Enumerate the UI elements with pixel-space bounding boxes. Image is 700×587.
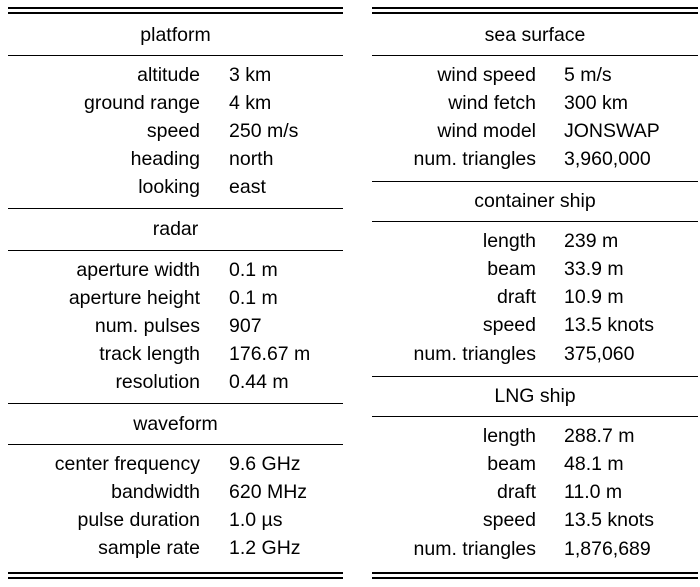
row-label: speed [482, 509, 536, 531]
row-value: 11.0 m [564, 481, 623, 503]
row-value: 3,960,000 [564, 148, 651, 170]
table-row [372, 535, 698, 563]
header-rule [372, 221, 698, 222]
header-rule [372, 416, 698, 417]
row-value: 375,060 [564, 343, 635, 365]
row-value: 48.1 m [564, 453, 624, 475]
row-value: 176.67 m [229, 343, 311, 365]
section-rule [8, 208, 343, 209]
row-label: sample rate [98, 537, 200, 559]
row-label: aperture width [76, 259, 200, 281]
table-row [372, 311, 698, 339]
row-value: 4 km [229, 92, 272, 114]
row-label: beam [487, 453, 536, 475]
row-value: 0.1 m [229, 259, 278, 281]
table-row [8, 312, 343, 340]
table-row [8, 340, 343, 368]
row-value: 13.5 knots [564, 314, 654, 336]
top-rule [372, 7, 698, 9]
section-rule [372, 181, 698, 182]
row-label: speed [146, 120, 200, 142]
table-row [8, 173, 343, 201]
row-label: speed [482, 314, 536, 336]
row-value: 10.9 m [564, 286, 624, 308]
row-value: 9.6 GHz [229, 453, 301, 475]
header-rule [372, 55, 698, 56]
table-row [8, 368, 343, 396]
row-value: 1,876,689 [564, 538, 651, 560]
row-value: 300 km [564, 92, 628, 114]
table-row [372, 283, 698, 311]
table-row [372, 450, 698, 478]
row-value: JONSWAP [564, 120, 660, 142]
row-label: bandwidth [111, 481, 200, 503]
table-row [8, 61, 343, 89]
row-value: 5 m/s [564, 64, 612, 86]
row-label: wind model [437, 120, 536, 142]
row-label: looking [138, 176, 200, 198]
row-value: 33.9 m [564, 258, 624, 280]
row-label: center frequency [54, 453, 200, 475]
row-value: 3 km [229, 64, 272, 86]
table-row [8, 478, 343, 506]
row-value: 288.7 m [564, 425, 635, 447]
row-value: 907 [229, 315, 262, 337]
row-label: aperture height [68, 287, 200, 309]
top-rule [8, 7, 343, 9]
header-rule [8, 444, 343, 445]
table-row [372, 117, 698, 145]
table-row [372, 227, 698, 255]
table-row [8, 89, 343, 117]
table-row [8, 117, 343, 145]
row-label: wind fetch [448, 92, 536, 114]
row-label: resolution [115, 371, 200, 393]
row-value: east [229, 176, 266, 198]
table-row [8, 506, 343, 534]
row-label: num. triangles [413, 343, 536, 365]
table-row [372, 89, 698, 117]
row-value: 620 MHz [229, 481, 308, 503]
row-label: wind speed [437, 64, 536, 86]
table-row [8, 145, 343, 173]
table-row [372, 61, 698, 89]
header-rule [8, 55, 343, 56]
section-title-radar: radar [152, 218, 199, 240]
row-label: ground range [83, 92, 200, 114]
row-label: draft [496, 481, 536, 503]
row-label: num. pulses [94, 315, 200, 337]
table-row [372, 478, 698, 506]
bottom-rule [8, 572, 343, 574]
table-row [372, 506, 698, 534]
section-title-sea-surface: sea surface [484, 24, 586, 46]
table-row [8, 450, 343, 478]
row-label: pulse duration [77, 509, 200, 531]
section-title-waveform: waveform [133, 413, 218, 435]
table-row [372, 255, 698, 283]
table-row [372, 340, 698, 368]
table-row [8, 534, 343, 562]
row-label: length [482, 230, 536, 252]
row-label: draft [496, 286, 536, 308]
row-value: 13.5 knots [564, 509, 654, 531]
section-title-container-ship: container ship [474, 190, 596, 212]
row-value: 1.2 GHz [229, 537, 301, 559]
table-row [372, 422, 698, 450]
row-label: altitude [137, 64, 200, 86]
row-label: num. triangles [413, 148, 536, 170]
row-label: heading [130, 148, 200, 170]
top-rule [372, 12, 698, 14]
row-value: 1.0 µs [229, 509, 283, 531]
top-rule [8, 12, 343, 14]
row-label: length [482, 425, 536, 447]
table-row [8, 256, 343, 284]
row-value: 0.44 m [229, 371, 289, 393]
row-label: track length [99, 343, 200, 365]
row-label: num. triangles [413, 538, 536, 560]
bottom-rule [8, 577, 343, 579]
table-row [8, 284, 343, 312]
section-title-lng-ship: LNG ship [494, 385, 576, 407]
bottom-rule [372, 577, 698, 579]
row-value: 250 m/s [229, 120, 299, 142]
row-value: 0.1 m [229, 287, 278, 309]
table-row [372, 145, 698, 173]
row-value: north [229, 148, 274, 170]
header-rule [8, 250, 343, 251]
bottom-rule [372, 572, 698, 574]
section-rule [8, 403, 343, 404]
section-rule [372, 376, 698, 377]
row-label: beam [487, 258, 536, 280]
section-title-platform: platform [140, 24, 211, 46]
row-value: 239 m [564, 230, 619, 252]
